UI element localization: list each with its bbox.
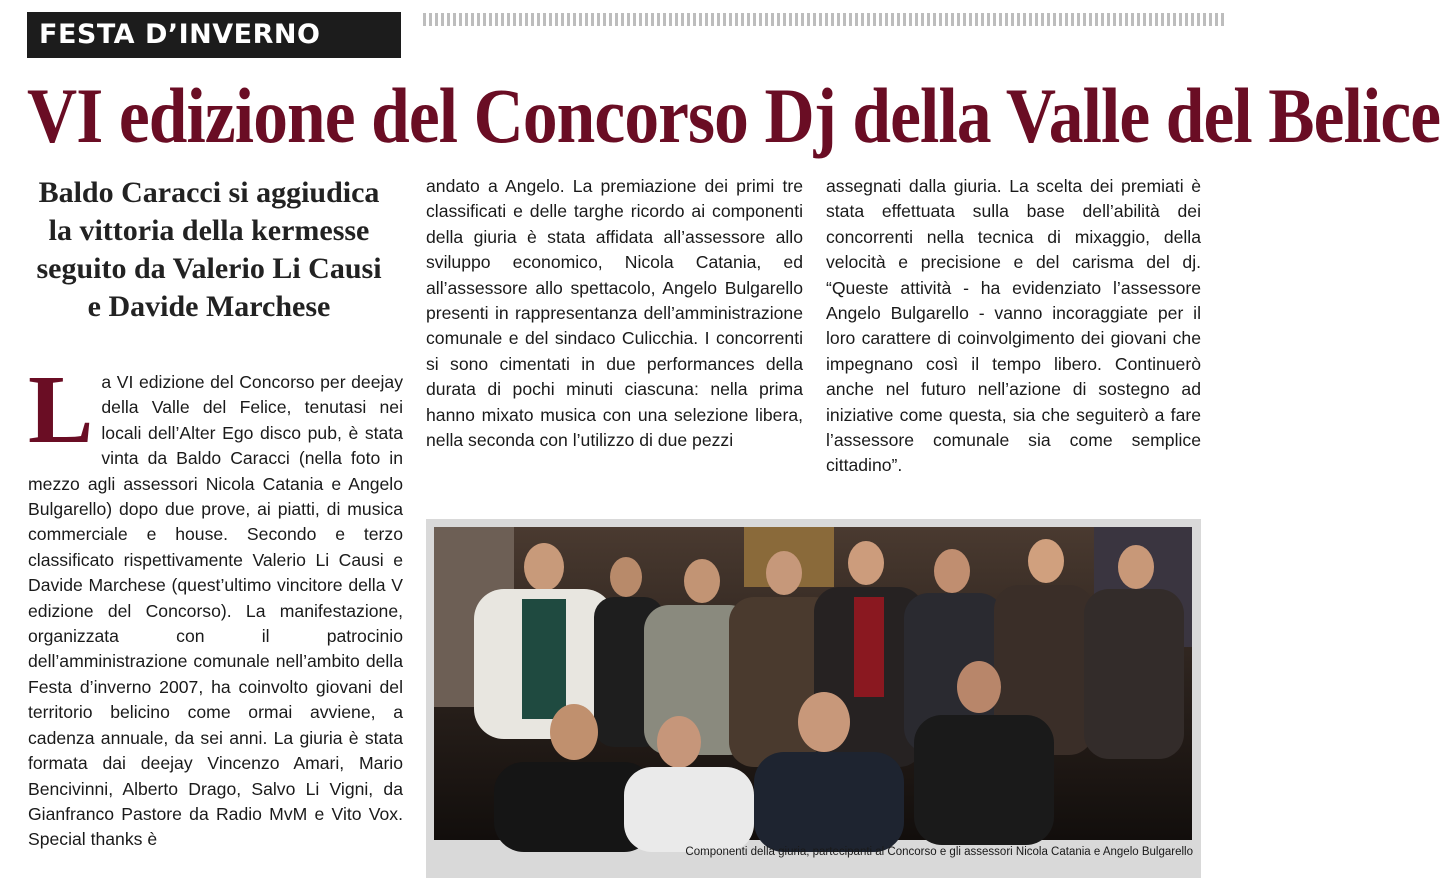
article-text-1: a VI edizione del Concorso per deejay della Valle del Felice, tenutasi nei locali dell’Alter Ego disco pub, è stata vinta da Baldo Caracci (nella foto in mezzo agli assessori Nicola Catania e Angelo Bulgarello) dopo due prove, ai piatti, di musica commerciale e house. Secondo e terzo classificato rispettivamente Valerio Li Causi e Davide Marchese (quest’ultimo vincitore della V edizione del Concorso). La manifestazione, organizzata con il patrocinio dell’amministrazione comunale nell’ambito della Festa d’inverno 2007, ha coinvolto giovani del territorio belicino come ormai avviene, a cadenza annuale, da sei anni. La giuria è stata formata dai deejay Vincenzo Amari, Mario Bencivinni, Alberto Drago, Salvo Li Vigni, da Gianfranco Pastore da Radio MvM e Vito Vox. Special thanks è: [28, 372, 403, 850]
photo-frame: [426, 519, 1201, 878]
article-column-3: [826, 174, 1201, 504]
article-column-1: [28, 356, 403, 890]
article-column-2: [426, 174, 803, 504]
headline: VI edizione del Concorso Dj della Valle del Belice: [27, 72, 1440, 159]
group-photo: [434, 527, 1192, 840]
drop-cap: L: [28, 356, 94, 464]
section-label: FESTA D’INVERNO: [27, 12, 401, 58]
decorative-rule: [423, 13, 1227, 26]
photo-caption: Componenti della giuria, partecipanti al Concorso e gli assessori Nicola Catania e Angelo Bulgarello: [685, 846, 1193, 858]
article-text-3: assegnati dalla giuria. La scelta dei premiati è stata effettuata sulla base dell’abilità dei concorrenti nella tecnica di mixaggio, della velocità e precisione e del carisma del dj. “Queste attività - ha evidenziato l’assessore Angelo Bulgarello - vanno incoraggiate per il loro carattere di coinvolgimento dei giovani che impegnano così il tempo libero. Continuerò anche nel futuro nell’azione di sostegno ad iniziative come questa, sia che seguiterò a fare l’assessore comunale sia come semplice cittadino”.: [826, 176, 1201, 476]
subheadline: Baldo Caracci si aggiudica la vittoria della kermesse seguito da Valerio Li Causi e Davide Marchese: [36, 176, 382, 323]
article-text-2: andato a Angelo. La premiazione dei primi tre classificati e delle targhe ricordo ai componenti della giuria è stata affidata all’assessore allo sviluppo economico, Nicola Catania, ed all’assessore allo spettacolo, Angelo Bulgarello presenti in rappresentanza dell’amministrazione comunale e del sindaco Culicchia. I concorrenti si sono cimentati in due performances della durata di pochi minuti ciascuna: nella prima hanno mixato musica con una selezione libera, nella seconda con l’utilizzo di due pezzi: [426, 176, 803, 451]
